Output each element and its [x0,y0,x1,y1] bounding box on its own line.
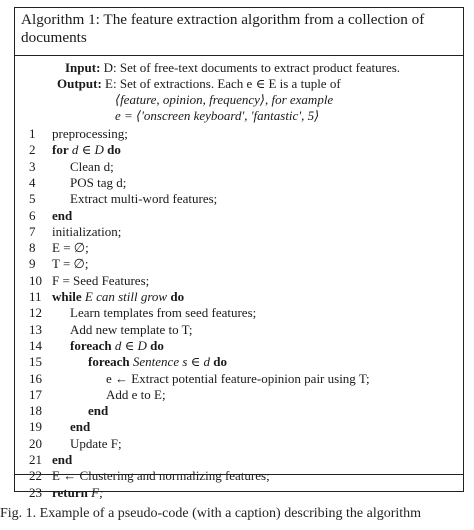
line-number: 6 [29,207,36,223]
output-example: e = ⟨'onscreen keyboard', 'fantastic', 5⟩ [115,108,320,123]
code-line: Learn templates from seed features; [70,305,257,321]
title-rule [15,55,463,56]
line-number: 15 [29,354,42,370]
code-line: Clean d; [70,158,114,174]
output-row [57,76,341,91]
code-line: F = Seed Features; [52,272,150,288]
line-number: 17 [29,386,42,402]
code-line: foreach Sentence s ∈ d do [88,354,227,370]
code-line: initialization; [52,223,122,239]
code-line: Extract multi-word features; [70,191,218,207]
output-text: E: Set of extractions. Each e ∈ E is a tuple of [105,76,341,91]
code-line: Add e to E; [106,386,166,402]
bottom-rule [15,474,463,475]
line-number: 3 [29,158,36,174]
figure-caption: Fig. 1. Example of a pseudo-code (with a caption) describing the algorithm [0,506,422,521]
input-text: D: Set of free-text documents to extract product features. [103,60,401,75]
line-number: 7 [29,223,36,239]
line-number: 4 [29,174,36,190]
code-line: POS tag d; [70,174,127,190]
code-line: Update F; [70,435,122,451]
line-number: 13 [29,321,42,337]
line-number: 22 [29,468,42,484]
line-number: 5 [29,191,36,207]
input-row [65,60,400,75]
code-line: for d ∈ D do [52,142,121,158]
code-line: foreach d ∈ D do [70,337,164,353]
algorithm-box [14,7,464,500]
code-line: e ← Extract potential feature-opinion pair using T; [106,370,370,386]
algorithm-title: Algorithm 1: The feature extraction algorithm from a collection of documents [21,11,425,46]
line-number: 12 [29,305,42,321]
line-number: 9 [29,256,36,272]
code-line: Add new template to T; [70,321,193,337]
code-line: end [70,419,91,435]
input-label: Input: [65,60,101,75]
line-number: 23 [29,484,42,500]
line-number: 19 [29,419,42,435]
line-number: 18 [29,403,42,419]
line-number: 14 [29,337,42,353]
line-number: 1 [29,126,36,141]
line-number: 8 [29,240,36,256]
code-line: return F; [52,484,104,500]
output-tuple: ⟨feature, opinion, frequency⟩, for example [115,92,334,107]
code-line: E ← Clustering and normalizing features; [52,468,270,484]
line-number: 21 [29,452,42,467]
code-line: end [52,207,73,223]
code-line: while E can still grow do [52,289,185,304]
line-number: 10 [29,272,42,288]
line-number: 11 [29,289,42,304]
output-label: Output: [57,76,102,91]
line-number: 16 [29,370,42,386]
code-line: end [52,452,73,467]
line-number: 2 [29,142,36,158]
code-line: T = ∅; [52,256,89,272]
code-line: end [88,403,109,419]
code-line: E = ∅; [52,240,89,256]
line-number: 20 [29,435,42,451]
code-line: preprocessing; [52,126,128,141]
